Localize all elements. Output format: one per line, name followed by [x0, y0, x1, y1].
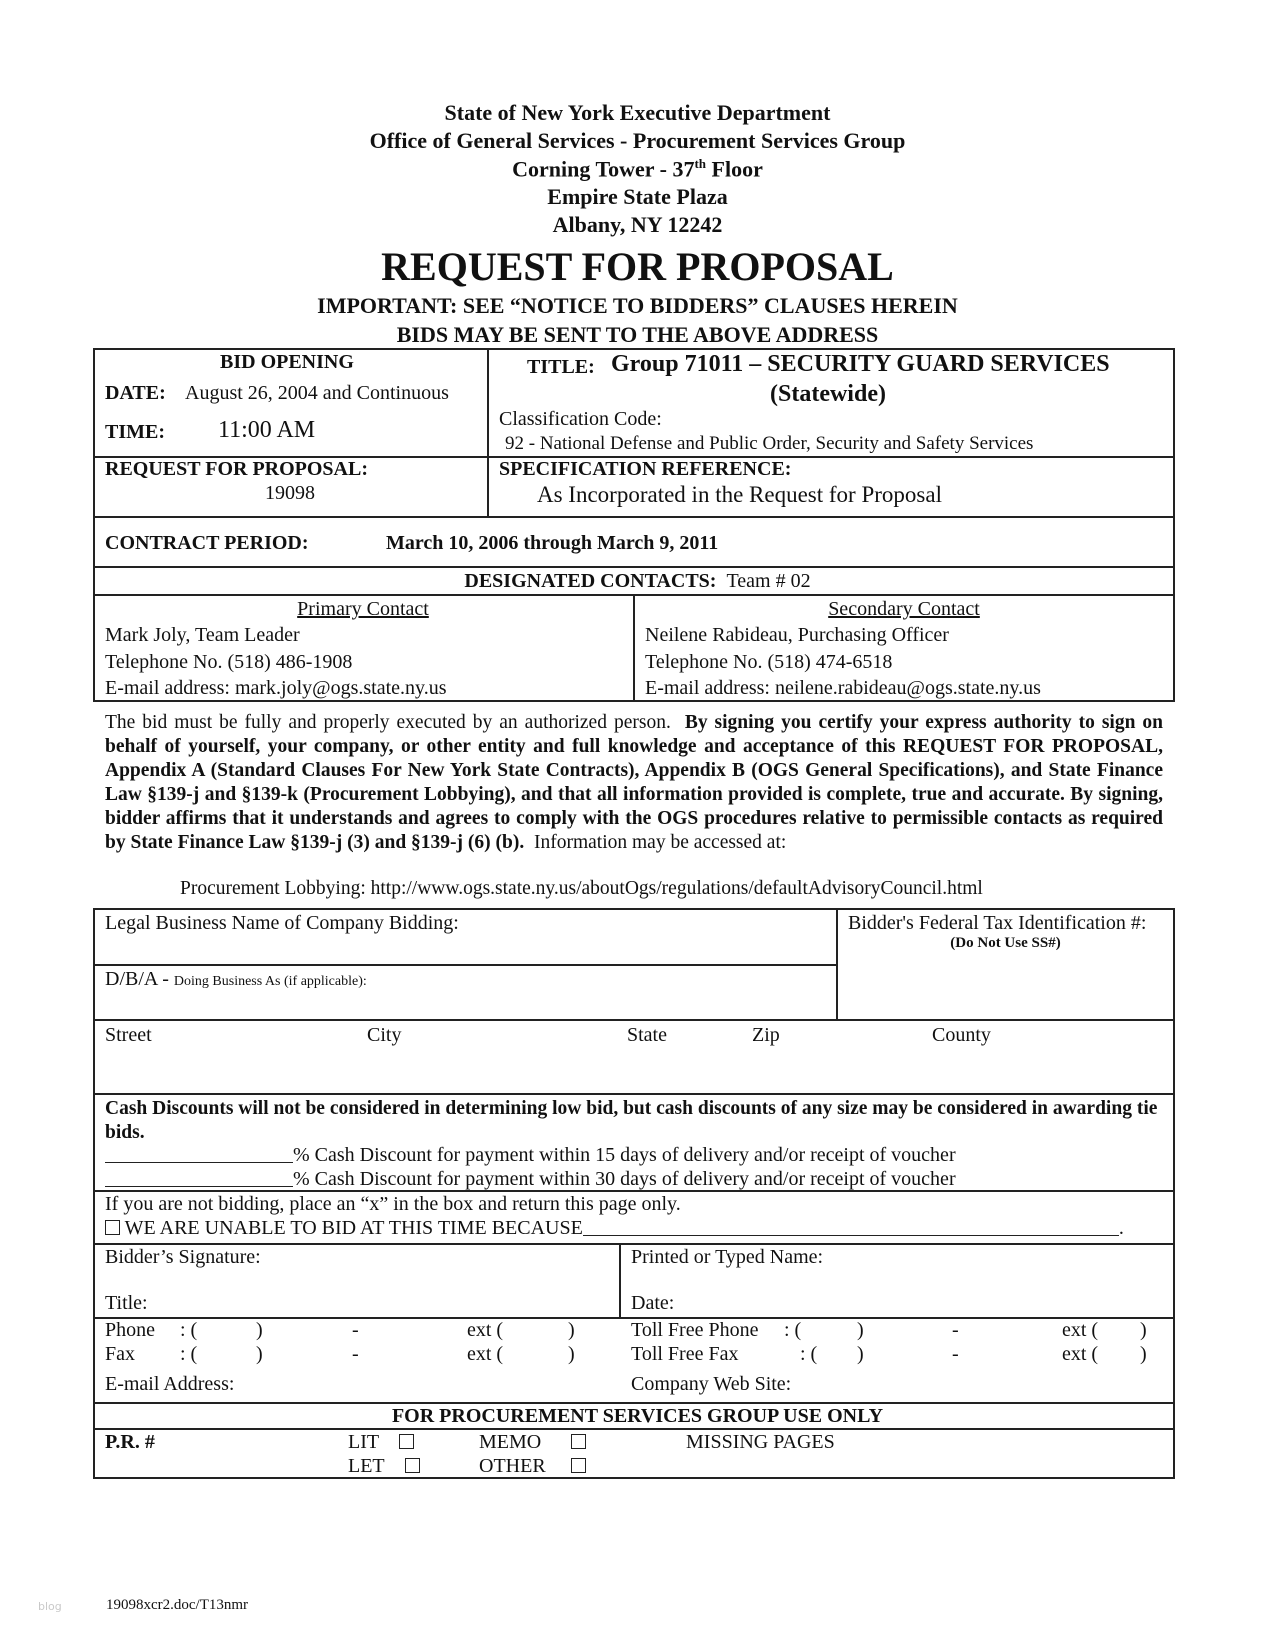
title-value: Group 71011 – SECURITY GUARD SERVICES: [611, 351, 1110, 377]
plaza-line: Empire State Plaza: [547, 184, 728, 209]
primary-contact-heading: Primary Contact: [297, 598, 429, 620]
phone-label[interactable]: Phone: [105, 1319, 155, 1341]
discount-30-blank[interactable]: [105, 1168, 293, 1187]
legal-name-field[interactable]: Legal Business Name of Company Bidding:: [105, 912, 459, 934]
toll-free-phone-dash: -: [952, 1319, 959, 1341]
no-bid-label: WE ARE UNABLE TO BID AT THIS TIME BECAUSE: [120, 1217, 583, 1239]
other-label: OTHER: [479, 1455, 546, 1477]
signature-divider: [619, 1243, 621, 1317]
toll-free-fax-area-open: : (: [800, 1343, 818, 1365]
team-number: Team # 02: [726, 570, 811, 592]
watermark: blog: [38, 1600, 62, 1613]
other-checkbox[interactable]: [571, 1458, 586, 1473]
city-line: Albany, NY 12242: [552, 212, 723, 237]
memo-item: [479, 1431, 586, 1454]
rule-7: [93, 1093, 1175, 1095]
contract-period-label: CONTRACT PERIOD:: [105, 532, 309, 554]
phone-ext: ext (: [467, 1319, 504, 1341]
memo-label: MEMO: [479, 1431, 542, 1453]
primary-contact-email[interactable]: E-mail address: mark.joly@ogs.state.ny.us: [105, 677, 447, 699]
no-bid-reason-blank[interactable]: [583, 1217, 1119, 1236]
page-title: REQUEST FOR PROPOSAL: [381, 244, 894, 289]
printed-name-field[interactable]: Printed or Typed Name:: [631, 1246, 824, 1268]
primary-contact-phone: Telephone No. (518) 486-1908: [105, 651, 353, 673]
secondary-contact-phone: Telephone No. (518) 474-6518: [645, 651, 893, 673]
rule-13: [93, 1477, 1175, 1479]
fax-area-close: ): [256, 1343, 263, 1365]
rfp-number: 19098: [265, 482, 315, 504]
building-text: Corning Tower - 37: [512, 156, 695, 182]
agency-name: State of New York Executive Department: [444, 100, 831, 125]
time-value: 11:00 AM: [218, 417, 316, 443]
toll-free-phone-ext: ext (: [1062, 1319, 1099, 1341]
let-checkbox[interactable]: [405, 1458, 420, 1473]
rule-5: [93, 964, 836, 966]
title-field[interactable]: Title:: [105, 1292, 148, 1314]
lobbying-link[interactable]: Procurement Lobbying: http://www.ogs.state.ny.us/aboutOgs/regulations/defaultAdvisoryCouncil.html: [180, 878, 983, 899]
certification-paragraph: [105, 711, 1163, 855]
floor-suffix: th: [694, 156, 707, 171]
rule-11: [93, 1402, 1175, 1404]
document-id: 19098xcr2.doc/T13nmr: [106, 1597, 249, 1613]
city-field[interactable]: City: [367, 1024, 402, 1046]
toll-free-fax-label[interactable]: Toll Free Fax: [631, 1343, 739, 1365]
rule-12: [93, 1428, 1175, 1430]
toll-free-phone-ext-close: ): [1140, 1319, 1147, 1341]
lit-checkbox[interactable]: [399, 1434, 414, 1449]
no-bid-period: .: [1118, 1217, 1124, 1239]
classification-value: 92 - National Defense and Public Order, Security and Safety Services: [505, 433, 1034, 454]
secondary-contact-name: Neilene Rabideau, Purchasing Officer: [645, 624, 949, 646]
floor-text: Floor: [706, 156, 763, 182]
tax-id-label[interactable]: Bidder's Federal Tax Identification #:: [848, 912, 1147, 934]
contacts-heading: DESIGNATED CONTACTS:: [464, 570, 717, 592]
rule-3: [93, 566, 1175, 568]
discount-30-label: % Cash Discount for payment within 30 days of delivery and/or receipt of voucher: [293, 1168, 956, 1190]
toll-free-phone-area-open: : (: [784, 1319, 802, 1341]
no-bid-line: [105, 1217, 1124, 1240]
phone-ext-close: ): [568, 1319, 575, 1341]
other-item: [479, 1455, 586, 1478]
toll-free-phone-label[interactable]: Toll Free Phone: [631, 1319, 759, 1341]
toll-free-fax-ext-close: ): [1140, 1343, 1147, 1365]
bid-info-divider: [487, 348, 489, 518]
tax-id-note: (Do Not Use SS#): [950, 935, 1061, 951]
phone-area-open: : (: [180, 1319, 198, 1341]
certification-intro: The bid must be fully and properly executed by an authorized person.: [105, 712, 671, 733]
let-label: LET: [348, 1455, 385, 1477]
secondary-contact-email[interactable]: E-mail address: neilene.rabideau@ogs.state.ny.us: [645, 677, 1041, 699]
fax-label[interactable]: Fax: [105, 1343, 135, 1365]
rule-9: [93, 1243, 1175, 1245]
phone-area-close: ): [256, 1319, 263, 1341]
title-scope: (Statewide): [770, 381, 886, 407]
rule-6: [93, 1019, 1175, 1021]
spec-ref-value: As Incorporated in the Request for Proposal: [537, 482, 942, 507]
important-notice: IMPORTANT: SEE “NOTICE TO BIDDERS” CLAUSES HEREIN: [317, 293, 958, 318]
classification-label: Classification Code:: [499, 408, 662, 430]
phone-dash: -: [352, 1319, 359, 1341]
dba-label: D/B/A -: [105, 968, 174, 990]
contract-period-value: March 10, 2006 through March 9, 2011: [386, 532, 719, 554]
no-bid-instruction: If you are not bidding, place an “x” in the box and return this page only.: [105, 1193, 681, 1215]
building-line: [0, 156, 1275, 182]
certification-terms: By signing you certify your express authority to sign on behalf of yourself, your company, or other entity and full knowledge and acceptance of this REQUEST FOR PROPOSAL, Appendix A (Standard Clauses For New York State Contracts), Appendix B (OGS General Specifications), and State Finance Law §139-j and §139-k (Procurement Lobbying), and that all information provided is complete, true and accurate. By signing, bidder affirms that it understands and agrees to comply with the OGS procedures relative to permissible contacts as required by State Finance Law §139-j (3) and §139-j (6) (b).: [105, 712, 1164, 853]
designated-contacts: [0, 570, 1275, 593]
website-field[interactable]: Company Web Site:: [631, 1373, 792, 1395]
spec-ref-label: SPECIFICATION REFERENCE:: [499, 458, 792, 480]
fax-area-open: : (: [180, 1343, 198, 1365]
date-field[interactable]: Date:: [631, 1292, 675, 1314]
certification-info: Information may be accessed at:: [533, 832, 787, 853]
dba-note: Doing Business As (if applicable):: [173, 974, 367, 989]
let-item: [348, 1455, 420, 1478]
memo-checkbox[interactable]: [571, 1434, 586, 1449]
street-field[interactable]: Street: [105, 1024, 152, 1046]
zip-field[interactable]: Zip: [752, 1024, 780, 1046]
discount-15-label: % Cash Discount for payment within 15 days of delivery and/or receipt of voucher: [293, 1144, 956, 1166]
discount-30-days[interactable]: [105, 1168, 956, 1191]
fax-ext-close: ): [568, 1343, 575, 1365]
email-address-field[interactable]: E-mail Address:: [105, 1373, 235, 1395]
fax-dash: -: [352, 1343, 359, 1365]
discount-15-days[interactable]: [105, 1144, 956, 1167]
no-bid-checkbox[interactable]: [105, 1220, 120, 1235]
date-value: August 26, 2004 and Continuous: [185, 382, 449, 404]
tax-id-divider: [836, 908, 838, 1020]
pr-number-label[interactable]: P.R. #: [105, 1431, 155, 1453]
bid-opening-heading: BID OPENING: [220, 351, 354, 373]
missing-pages-label: MISSING PAGES: [686, 1431, 835, 1453]
date-label: DATE:: [105, 382, 166, 404]
county-field[interactable]: County: [932, 1024, 991, 1046]
toll-free-fax-dash: -: [952, 1343, 959, 1365]
office-name: Office of General Services - Procurement Services Group: [369, 128, 906, 153]
time-label: TIME:: [105, 421, 165, 443]
rule-2: [93, 516, 1175, 518]
state-field[interactable]: State: [627, 1024, 667, 1046]
toll-free-phone-area-close: ): [857, 1319, 864, 1341]
lit-item: [348, 1431, 414, 1454]
rfp-label: REQUEST FOR PROPOSAL:: [105, 458, 368, 480]
fax-ext: ext (: [467, 1343, 504, 1365]
discount-15-blank[interactable]: [105, 1144, 293, 1163]
lit-label: LIT: [348, 1431, 380, 1453]
signature-field[interactable]: Bidder’s Signature:: [105, 1246, 261, 1268]
toll-free-fax-ext: ext (: [1062, 1343, 1099, 1365]
office-use-heading: FOR PROCUREMENT SERVICES GROUP USE ONLY: [391, 1405, 884, 1427]
title-label: TITLE:: [527, 356, 595, 378]
secondary-contact-heading: Secondary Contact: [828, 598, 980, 620]
dba-field[interactable]: [105, 968, 367, 991]
toll-free-fax-area-close: ): [857, 1343, 864, 1365]
primary-contact-name: Mark Joly, Team Leader: [105, 624, 300, 646]
cash-discount-notice: Cash Discounts will not be considered in determining low bid, but cash discounts of any size may be considered in awarding tie bids.: [105, 1098, 1158, 1143]
bids-address-note: BIDS MAY BE SENT TO THE ABOVE ADDRESS: [396, 322, 879, 347]
